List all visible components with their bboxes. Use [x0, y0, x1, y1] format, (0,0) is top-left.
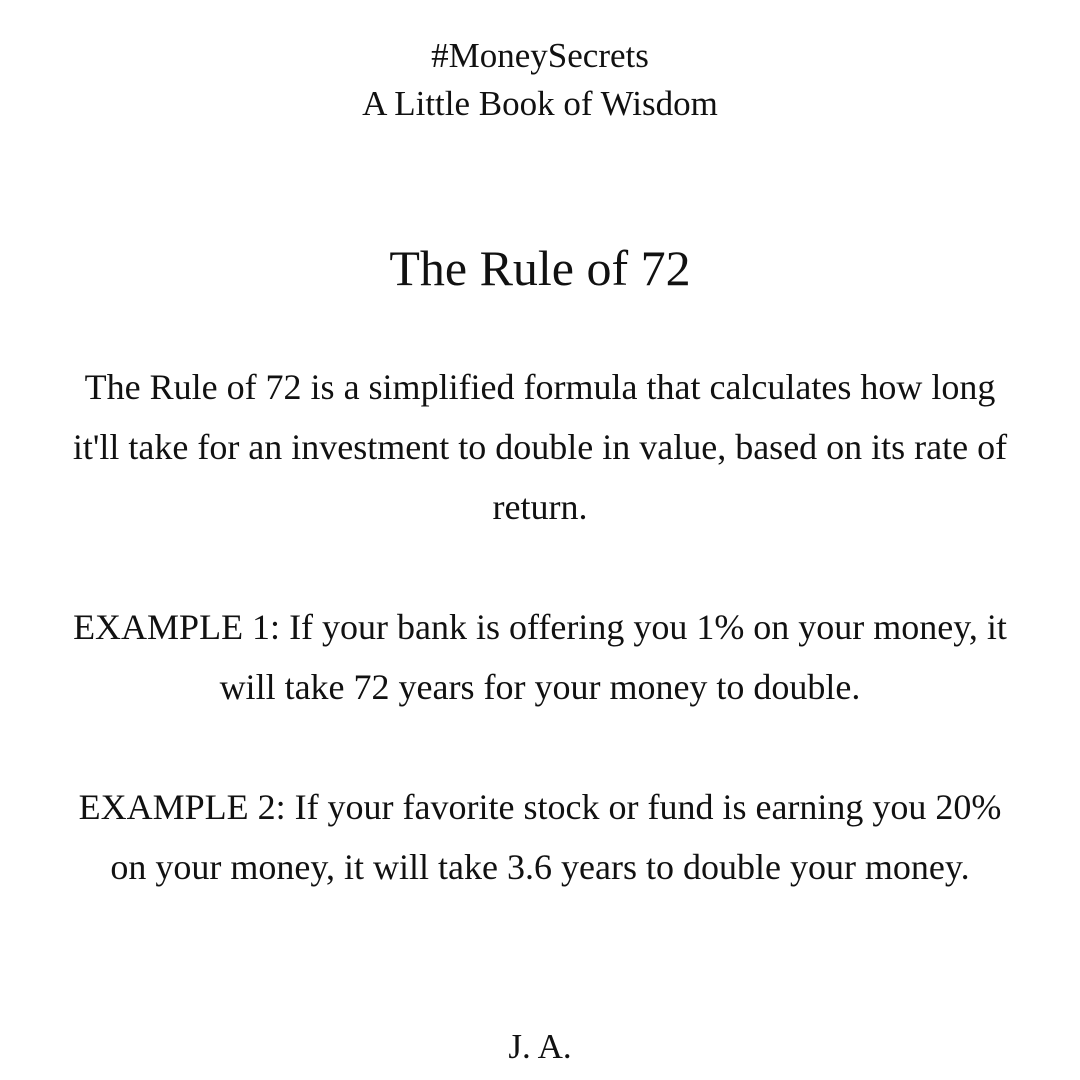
example-1-paragraph: EXAMPLE 1: If your bank is offering you 1% on your money, it will take 72 years for your money to double.: [73, 607, 1007, 707]
book-subtitle: A Little Book of Wisdom: [362, 84, 718, 123]
example-2-paragraph: EXAMPLE 2: If your favorite stock or fund is earning you 20% on your money, it will take 3.6 years to double your money.: [78, 787, 1002, 887]
hashtag-header: #MoneySecrets: [431, 36, 649, 75]
page-title: The Rule of 72: [389, 240, 691, 296]
intro-paragraph: The Rule of 72 is a simplified formula that calculates how long it'll take for an investment to double in value, based on its rate of return.: [72, 367, 1008, 527]
signature: J. A.: [508, 1027, 572, 1066]
